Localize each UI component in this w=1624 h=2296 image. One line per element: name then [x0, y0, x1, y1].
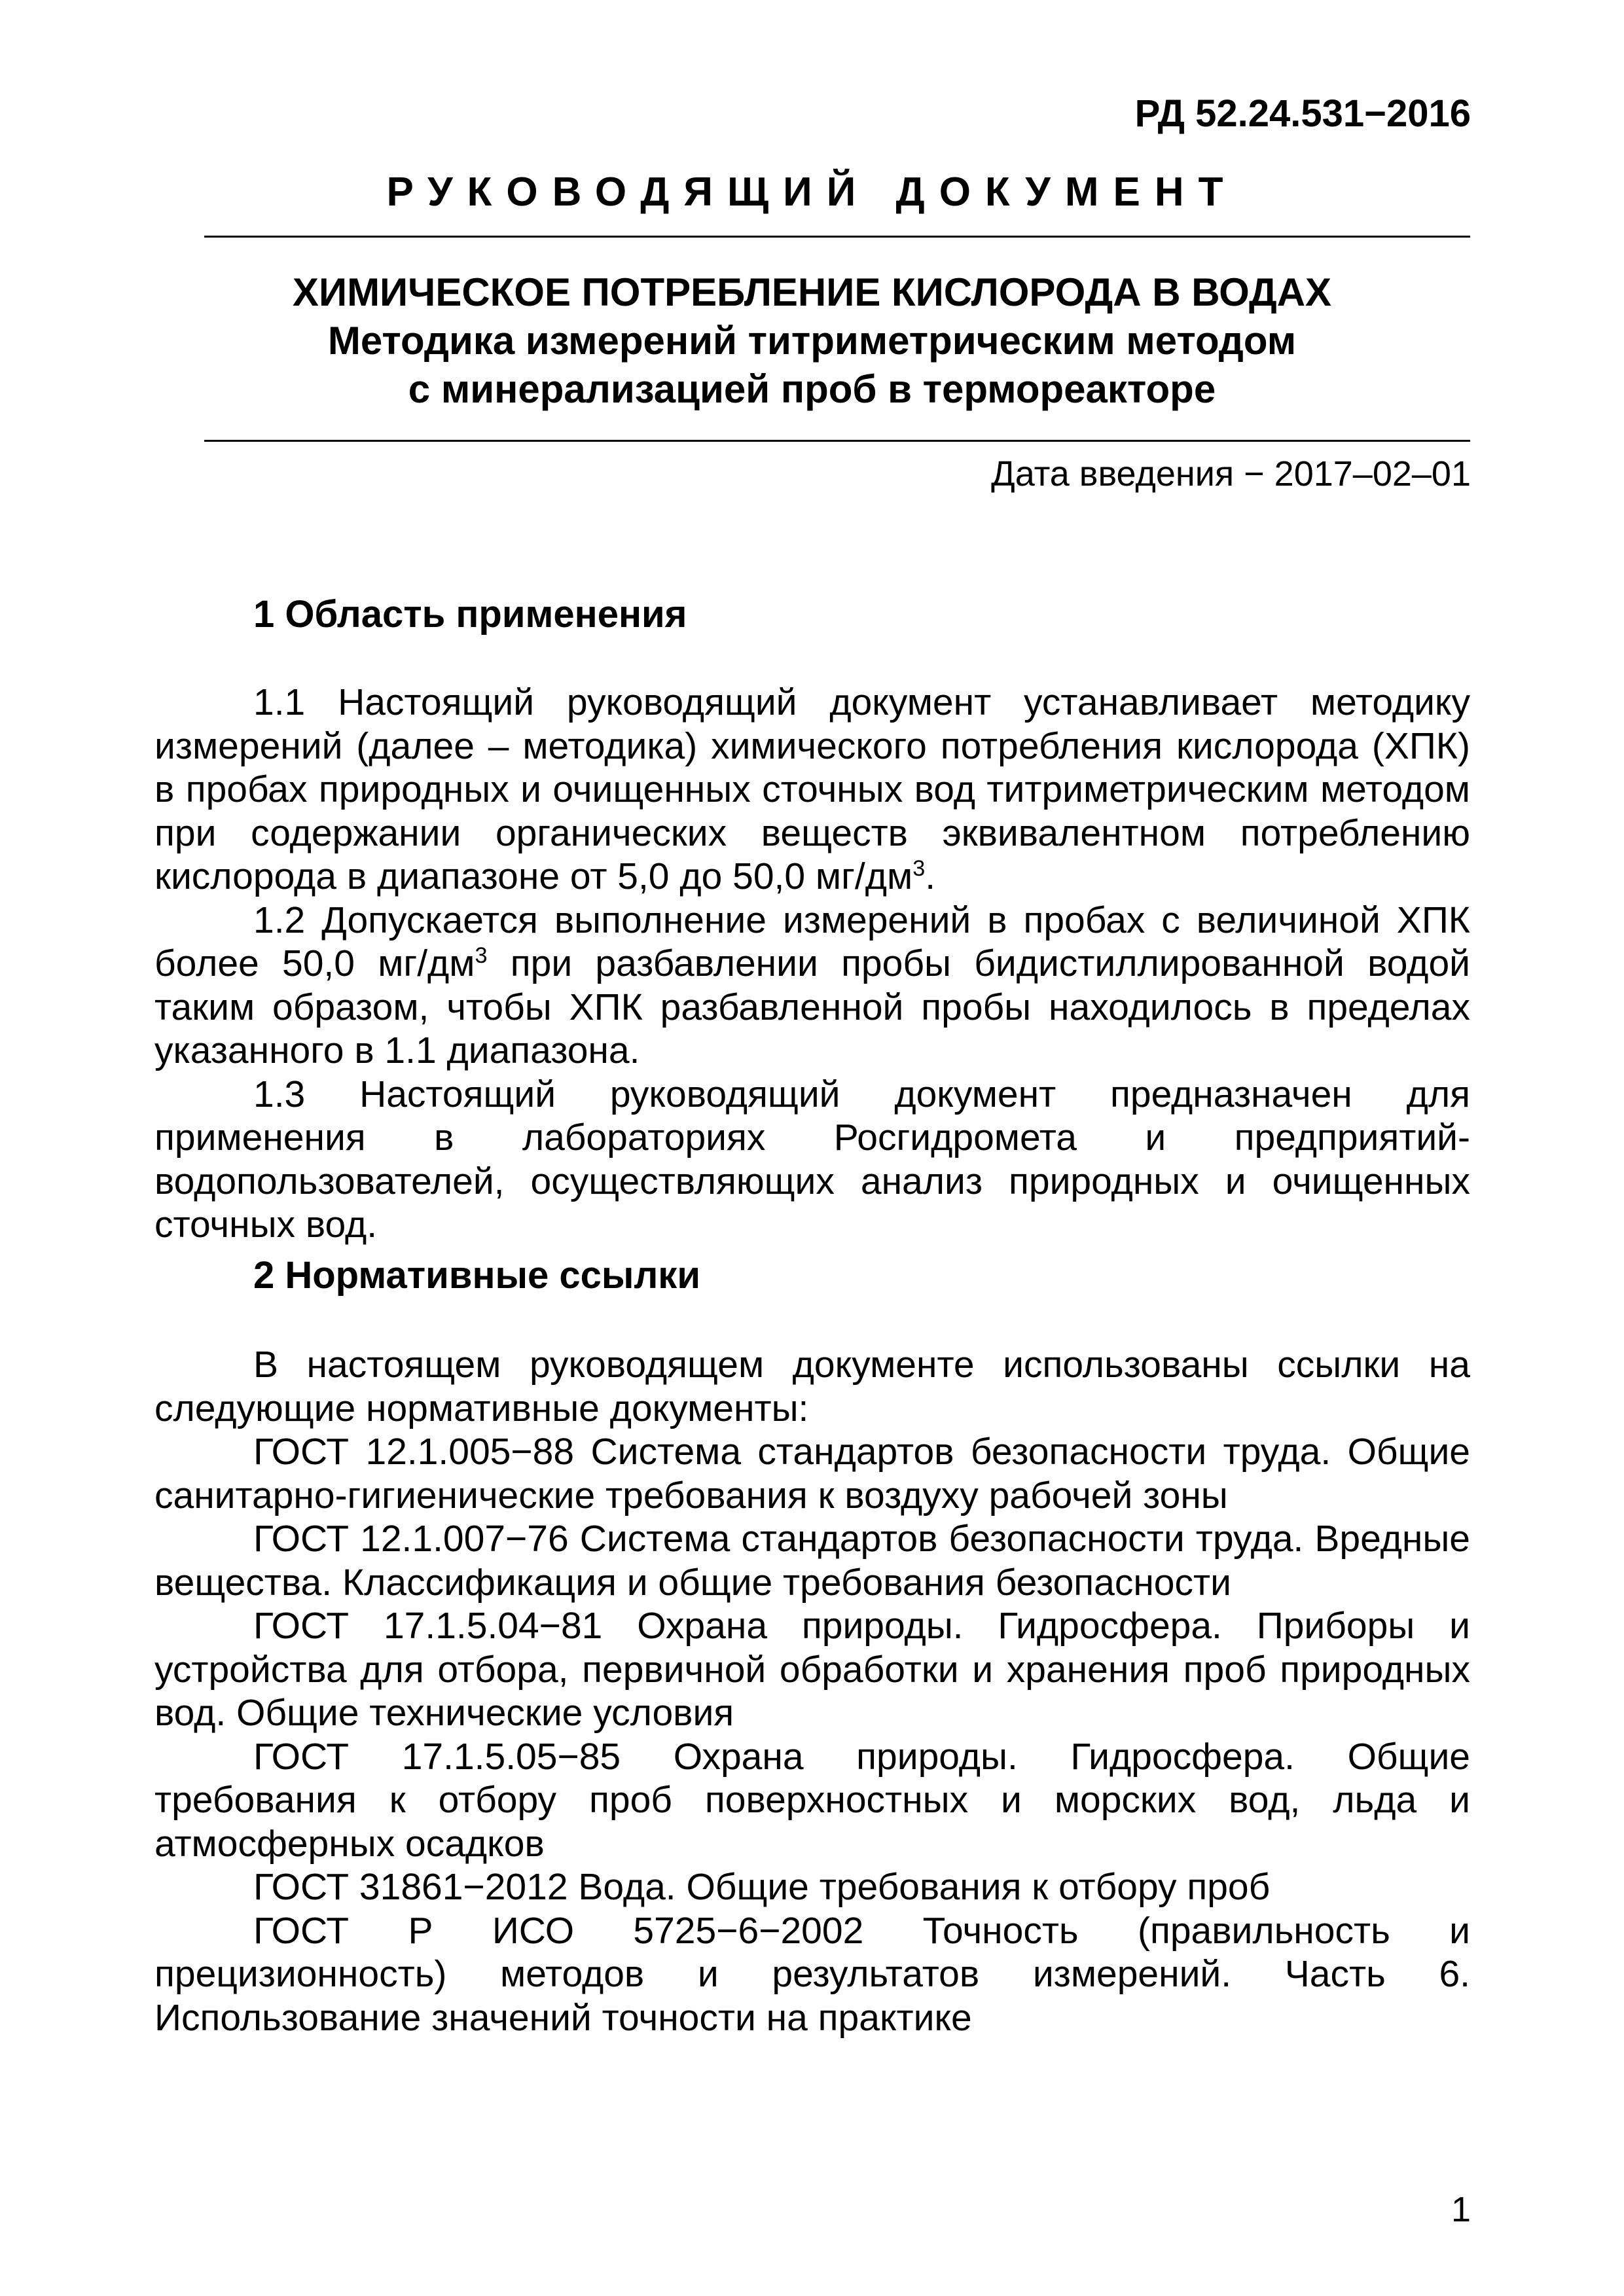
- title-divider: [204, 440, 1470, 442]
- reference-item: ГОСТ 12.1.007−76 Система стандартов безопасности труда. Вредные вещества. Классификация и общие требования безопасности: [154, 1518, 1470, 1604]
- paragraph-1-2: 1.2 Допускается выполнение измерений в пробах с величиной ХПК более 50,0 $мг/дм^3$ при разбавлении пробы бидистиллированной водой таким образом, чтобы ХПК разбавленной пробы находилось в пределах указанного в 1.1 диапазона.: [154, 899, 1470, 1071]
- reference-item: ГОСТ 17.1.5.04−81 Охрана природы. Гидросфера. Приборы и устройства для отбора, первичной обработки и хранения проб природных вод. Общие технические условия: [154, 1605, 1470, 1734]
- paragraph-1-3: 1.3 Настоящий руководящий документ предназначен для применения в лабораториях Росгидромета и предприятий-водопользователей, осуществляющих анализ природных и очищенных сточных вод.: [154, 1073, 1470, 1246]
- reference-item: ГОСТ 17.1.5.05−85 Охрана природы. Гидросфера. Общие требования к отбору проб поверхностных и морских вод, льда и атмосферных осадков: [154, 1735, 1470, 1865]
- paragraph-1-1: 1.1 Настоящий руководящий документ устанавливает методику измерений (далее – методика) химического потребления кислорода (ХПК) в пробах природных и очищенных сточных вод титриметрическим методом при содержании органических веществ эквивалентном потреблению кислорода в диапазоне от 5,0 до 50,0 $мг/дм^3$.: [154, 681, 1470, 897]
- section-2-body: [154, 1343, 1470, 2039]
- top-divider: [204, 236, 1470, 238]
- document-title: [0, 268, 1624, 414]
- reference-item: ГОСТ 12.1.005−88 Система стандартов безопасности труда. Общие санитарно-гигиенические требования к воздуху рабочей зоны: [154, 1431, 1470, 1516]
- section-2-heading: 2 Нормативные ссылки: [253, 1254, 700, 1297]
- title-line-2: Методика измерений титриметрическим методом: [327, 319, 1297, 363]
- title-line-3: с минерализацией проб в термореакторе: [408, 367, 1216, 411]
- title-line-1: ХИМИЧЕСКОЕ ПОТРЕБЛЕНИЕ КИСЛОРОДА В ВОДАХ: [292, 270, 1332, 314]
- document-number: РД 52.24.531−2016: [1134, 92, 1471, 135]
- document-type-heading: РУКОВОДЯЩИЙ ДОКУМЕНТ: [386, 170, 1238, 215]
- section-1-heading: 1 Область применения: [253, 593, 687, 636]
- introduction-date: Дата введения − 2017–02–01: [991, 454, 1471, 493]
- page-number: 1: [1451, 2190, 1471, 2229]
- reference-item: ГОСТ 31861−2012 Вода. Общие требования к отбору проб: [253, 1866, 1271, 1908]
- reference-item: ГОСТ Р ИСО 5725−6−2002 Точность (правильность и прецизионность) методов и результатов измерений. Часть 6. Использование значений точности на практике: [154, 1909, 1470, 2039]
- section-2-intro: В настоящем руководящем документе использованы ссылки на следующие нормативные документы:: [154, 1344, 1470, 1429]
- section-1-body: [154, 681, 1470, 1247]
